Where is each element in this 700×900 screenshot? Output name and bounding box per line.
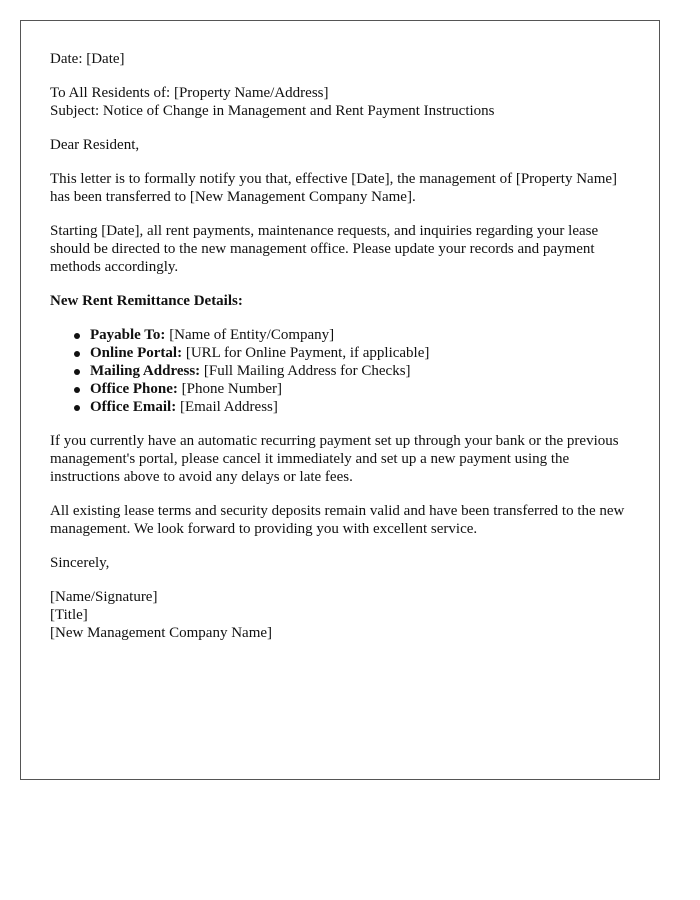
recipient-line: To All Residents of: [Property Name/Address]	[50, 85, 329, 101]
detail-value: [Phone Number]	[181, 381, 283, 397]
address-block	[50, 84, 631, 120]
body-paragraph-1: This letter is to formally notify you that, effective [Date], the management of [Property Name] has been transferred to [New Management Company Name].	[50, 171, 618, 205]
list-item-office-email	[90, 398, 631, 416]
signature-name: [Name/Signature]	[50, 589, 158, 605]
list-item-online-portal	[90, 344, 631, 362]
date-line: Date: [Date]	[50, 51, 125, 67]
remittance-details-list	[50, 326, 631, 416]
body-paragraph-3: If you currently have an automatic recurring payment set up through your bank or the previous management's portal, please cancel it immediately and set up a new payment using the instructions above to avoid any delays or late fees.	[50, 433, 619, 485]
detail-label: Mailing Address:	[90, 363, 201, 379]
detail-label: Online Portal:	[90, 345, 183, 361]
letter-page	[20, 20, 660, 780]
detail-value: [Full Mailing Address for Checks]	[203, 363, 411, 379]
signature-title: [Title]	[50, 607, 88, 623]
list-item-mailing-address	[90, 362, 631, 380]
list-item-office-phone	[90, 380, 631, 398]
signature-block	[50, 588, 631, 642]
detail-value: [URL for Online Payment, if applicable]	[185, 345, 430, 361]
salutation: Dear Resident,	[50, 137, 140, 153]
subject-line: Subject: Notice of Change in Management and Rent Payment Instructions	[50, 103, 495, 119]
detail-label: Office Email:	[90, 399, 177, 415]
detail-label: Payable To:	[90, 327, 166, 343]
detail-value: [Email Address]	[179, 399, 278, 415]
body-paragraph-2: Starting [Date], all rent payments, maintenance requests, and inquiries regarding your lease should be directed to the new management office. Please update your records and payment methods accordingly.	[50, 223, 599, 275]
list-item-payable-to	[90, 326, 631, 344]
detail-value: [Name of Entity/Company]	[169, 327, 335, 343]
remittance-details-heading: New Rent Remittance Details:	[50, 293, 243, 309]
closing: Sincerely,	[50, 555, 110, 571]
signature-company: [New Management Company Name]	[50, 625, 273, 641]
detail-label: Office Phone:	[90, 381, 178, 397]
body-paragraph-4: All existing lease terms and security deposits remain valid and have been transferred to the new management. We look forward to providing you with excellent service.	[50, 503, 625, 537]
